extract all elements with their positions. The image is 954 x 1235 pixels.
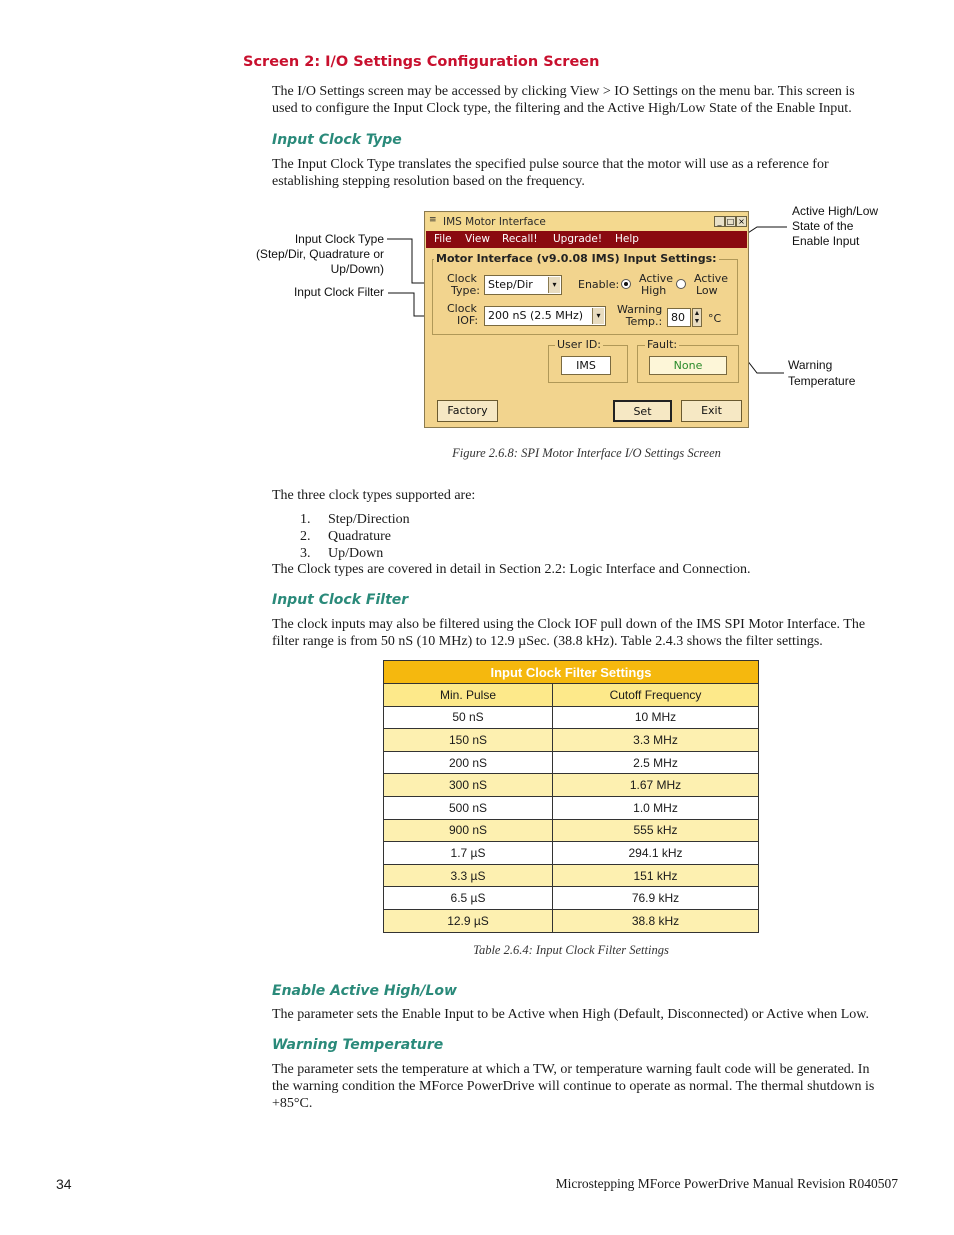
list-number: 3. [300,546,311,561]
label-line: Clock [447,272,477,285]
list-text: Up/Down [328,546,384,561]
paragraph-clock-filter: The clock inputs may also be filtered using the Clock IOF pull down of the IMS SPI Motor Interface. The filter range is from 50 nS (10 MHz) to 12.9 µSec. (38.8 kHz). Table 2.4.3 shows the filter settings. [272,617,866,649]
clock-iof-value: 200 nS (2.5 MHz) [488,309,584,322]
table-cell: 1.67 MHz [553,774,759,797]
factory-button[interactable]: Factory [437,400,498,422]
warning-temp-spinner[interactable]: ▲ ▼ [693,309,701,325]
clock-type-label [447,273,480,297]
close-icon[interactable]: × [736,216,747,227]
active-high-radio[interactable] [621,279,631,289]
list-number: 1. [300,512,311,527]
section-title: Screen 2: I/O Settings Configuration Screen [243,54,600,70]
clock-type-list [300,511,410,562]
clock-iof-select[interactable] [484,306,606,326]
menu-recall[interactable]: Recall! [502,233,538,245]
menu-upgrade[interactable]: Upgrade! [553,233,603,245]
window-titlebar [426,213,747,231]
label-line: Clock [447,302,477,315]
active-low-label [694,273,728,297]
label-line: High [641,284,667,297]
table-cell: 3.3 µS [384,864,553,887]
callout-line: Up/Down) [330,262,384,276]
label-line: Warning [617,303,663,316]
table-cell: 2.5 MHz [553,751,759,774]
heading-input-clock-filter: Input Clock Filter [272,592,409,608]
ims-motor-interface-window [424,211,749,428]
clock-iof-label [447,303,478,327]
table-cell: 6.5 µS [384,887,553,910]
user-id-label: User ID: [557,338,601,351]
paragraph-types-covered: The Clock types are covered in detail in Section 2.2: Logic Interface and Connection. [272,562,751,577]
callout-line: Temperature [788,374,856,388]
table-row [384,842,759,865]
table-title: Input Clock Filter Settings [384,661,759,684]
warning-temp-value: 80 [671,311,685,324]
page-number: 34 [56,1176,72,1192]
table-cell: 294.1 kHz [553,842,759,865]
heading-enable-active: Enable Active High/Low [272,983,457,999]
table-cell: 50 nS [384,706,553,729]
column-header-min-pulse: Min. Pulse [384,684,553,707]
heading-warning-temperature: Warning Temperature [272,1037,444,1053]
table-row [384,729,759,752]
clock-type-value: Step/Dir [488,278,533,291]
table-row [384,864,759,887]
table-row [384,774,759,797]
footer-manual-title: Microstepping MForce PowerDrive Manual Revision R040507 [555,1176,898,1191]
clock-type-select[interactable] [484,275,562,295]
app-icon: ≡ [429,215,437,225]
paragraph-warning: The parameter sets the temperature at which a TW, or temperature warning fault code will be generated. In the warning condition the MForce PowerDrive will continue to operate as normal. The thermal shutdown is +85°C. [272,1062,875,1111]
warning-temp-input[interactable] [667,308,691,327]
warning-temp-label [617,304,662,328]
table-cell: 300 nS [384,774,553,797]
table-row [384,909,759,932]
table-title-row [384,661,759,684]
table-row [384,796,759,819]
callout-line: Active High/Low [792,204,879,218]
table-row [384,706,759,729]
table-cell: 500 nS [384,796,553,819]
heading-input-clock-type: Input Clock Type [272,132,402,148]
callout-line: Enable Input [792,234,860,248]
chevron-down-icon[interactable]: ▾ [592,308,604,324]
warning-temp-unit: °C [708,312,722,325]
menu-bar [426,231,747,248]
table-cell: 76.9 kHz [553,887,759,910]
callout-line: (Step/Dir, Quadrature or [255,247,384,261]
list-item [300,528,410,545]
active-low-radio[interactable] [676,279,686,289]
chevron-down-icon[interactable]: ▾ [548,277,560,293]
table-caption: Table 2.6.4: Input Clock Filter Settings [473,943,669,957]
menu-view[interactable]: View [465,233,490,245]
callout-line: State of the [792,219,854,233]
window-title: IMS Motor Interface [443,216,546,228]
table-header-row [384,684,759,707]
callout-input-clock-filter: Input Clock Filter [293,285,384,299]
enable-label: Enable: [578,278,620,291]
column-header-cutoff-frequency: Cutoff Frequency [553,684,759,707]
group-title: Motor Interface (v9.0.08 IMS) Input Settings: [436,252,717,265]
maximize-icon[interactable]: □ [726,217,735,226]
list-text: Quadrature [328,529,391,544]
minimize-icon[interactable]: _ [714,216,725,227]
label-line: IOF: [457,314,479,327]
filter-settings-table [383,660,759,933]
label-line: Temp.: [625,315,663,328]
active-high-label [639,273,673,297]
list-text: Step/Direction [328,512,410,527]
callout-line: Warning [788,358,833,372]
table-cell: 1.0 MHz [553,796,759,819]
paragraph-three-types: The three clock types supported are: [272,488,476,503]
set-button[interactable]: Set [613,400,672,422]
table-cell: 38.8 kHz [553,909,759,932]
paragraph-clock-type: The Input Clock Type translates the specified pulse source that the motor will use as a reference for establishing stepping resolution based on the frequency. [272,157,829,189]
table-cell: 151 kHz [553,864,759,887]
table-row [384,887,759,910]
exit-button[interactable]: Exit [681,400,742,422]
table-cell: 150 nS [384,729,553,752]
paragraph-enable: The parameter sets the Enable Input to be Active when High (Default, Disconnected) or Active when Low. [272,1007,870,1022]
table-cell: 555 kHz [553,819,759,842]
intro-paragraph: The I/O Settings screen may be accessed by clicking View > IO Settings on the menu bar. This screen is used to configure the Input Clock type, the filtering and the Active High/Low State of the Enable Input. [272,84,855,116]
label-line: Type: [451,284,480,297]
list-item [300,511,410,528]
table-cell: 3.3 MHz [553,729,759,752]
table-cell: 200 nS [384,751,553,774]
figure-caption: Figure 2.6.8: SPI Motor Interface I/O Settings Screen [452,446,721,460]
table-cell: 900 nS [384,819,553,842]
callout-line: Input Clock Type [294,232,384,246]
user-id-field[interactable]: IMS [561,356,611,375]
list-item [300,545,410,562]
menu-file[interactable]: File [434,233,452,245]
table-row [384,819,759,842]
list-number: 2. [300,529,311,544]
menu-help[interactable]: Help [615,233,639,245]
table-row [384,751,759,774]
fault-field: None [649,356,727,375]
label-line: Active [694,272,729,285]
label-line: Low [696,284,718,297]
fault-label: Fault: [647,338,678,351]
table-cell: 1.7 µS [384,842,553,865]
table-cell: 10 MHz [553,706,759,729]
table-cell: 12.9 µS [384,909,553,932]
label-line: Active [639,272,674,285]
